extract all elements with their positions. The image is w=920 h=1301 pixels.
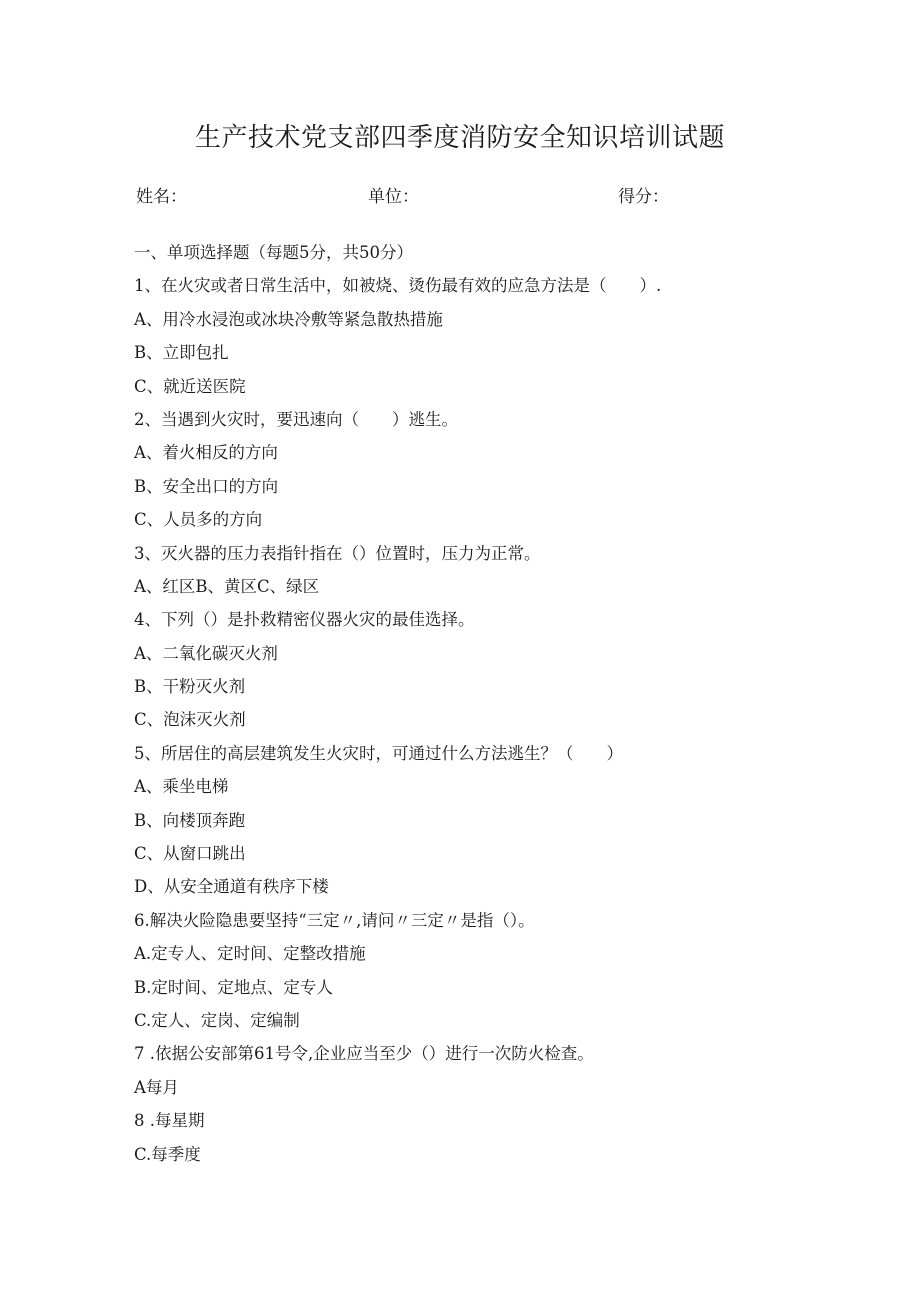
question-5-option-a: A、乘坐电梯 [134, 777, 229, 797]
question-2-option-b: B、安全出口的方向 [134, 476, 279, 496]
section-heading: 一、单项选择题（每题5分，共50分） [134, 243, 413, 262]
question-5: 5、所居住的高层建筑发生火灾时，可通过什么方法逃生？（ ） [134, 743, 623, 763]
question-6-option-c: C.定人、定岗、定编制 [134, 1010, 300, 1030]
question-7-option-c: C.每季度 [134, 1144, 201, 1164]
unit-field-label: 单位： [368, 187, 419, 207]
question-7-option-a: A每月 [134, 1077, 179, 1097]
name-field-label: 姓名： [136, 187, 187, 207]
question-2: 2、当遇到火灾时，要迅速向（ ）逃生。 [134, 409, 458, 429]
question-5-option-b: B、向楼顶奔跑 [134, 810, 246, 830]
page-title: 生产技术党支部四季度消防安全知识培训试题 [194, 123, 725, 153]
question-1-option-a: A、用冷水浸泡或冰块冷敷等紧急散热措施 [134, 309, 443, 329]
question-7: 7 .依据公安部第61号令,企业应当至少（）进行一次防火检查。 [134, 1044, 594, 1064]
question-1-option-b: B、立即包扎 [134, 343, 229, 363]
header-fields [136, 182, 836, 212]
question-7-option-b: 8 .每星期 [134, 1111, 205, 1131]
question-3: 3、灭火器的压力表指针指在（）位置时，压力为正常。 [134, 543, 541, 563]
question-4-option-c: C、泡沫灭火剂 [134, 710, 246, 730]
question-4-option-b: B、干粉灭火剂 [134, 677, 246, 697]
question-2-option-c: C、人员多的方向 [134, 510, 263, 530]
question-list [134, 236, 834, 1171]
question-6-option-a: A.定专人、定时间、定整改措施 [134, 944, 366, 964]
question-6: 6.解决火险隐患要坚持“三定〃,请问〃三定〃是指（）。 [134, 910, 535, 930]
question-6-option-b: B.定时间、定地点、定专人 [134, 977, 333, 997]
question-4: 4、下列（）是扑救精密仪器火灾的最佳选择。 [134, 610, 475, 630]
question-2-option-a: A、着火相反的方向 [134, 443, 278, 463]
question-5-option-d: D、从安全通道有秩序下楼 [134, 877, 329, 897]
score-field-label: 得分： [618, 187, 669, 207]
question-3-options: A、红区B、黄区C、绿区 [134, 576, 320, 596]
question-1: 1、在火灾或者日常生活中，如被烧、烫伤最有效的应急方法是（ ）. [134, 276, 662, 296]
question-4-option-a: A、二氧化碳灭火剂 [134, 643, 278, 663]
question-1-option-c: C、就近送医院 [134, 376, 246, 396]
question-5-option-c: C、从窗口跳出 [134, 844, 246, 864]
